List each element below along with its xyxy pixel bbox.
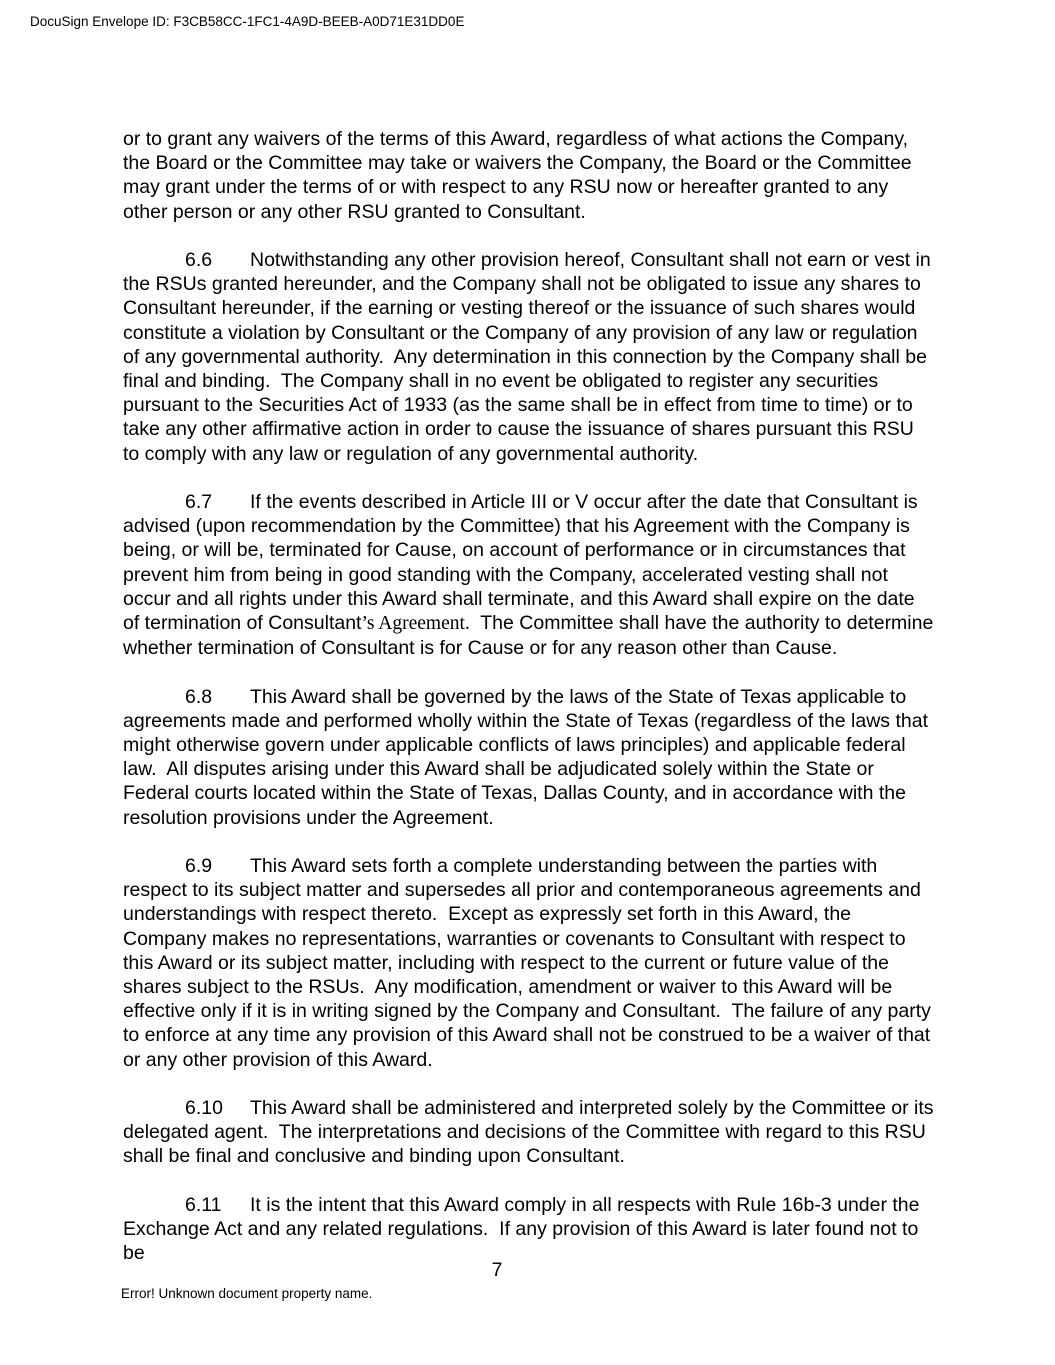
paragraph-text: If the events described in Article III or V occur after the date that Consultant is advised (upon recommendation by the Committee) that his Agreement with the Company is being, or will be, terminated for Cause, on account of performance or in circumstances that prevent him from being in good standing with the Company, accelerated vesting shall not occur and all rights under this Award shall terminate, and this Award shall expire on the date of termination of Consultant bbox=[123, 491, 924, 635]
paragraph-text: Notwithstanding any other provision hereof, Consultant shall not earn or vest in the RSUs granted hereunder, and the Company shall not be obligated to issue any shares to Consultant hereunder, if the earning or vesting thereof or the issuance of such shares would constitute a violation by Consultant or the Company of any provision of any law or regulation of any governmental authority. Any determination in this connection by the Company shall be final and binding. The Company shall in no event be obligated to register any securities pursuant to the Securities Act of 1933 (as the same shall be in effect from time to time) or to take any other affirmative action in order to cause the issuance of shares pursuant this RSU to comply with any law or regulation of any governmental authority. bbox=[123, 249, 937, 465]
paragraph-6-8 bbox=[123, 685, 935, 830]
paragraph-continuation bbox=[123, 127, 935, 224]
paragraph-text: This Award shall be governed by the laws of the State of Texas applicable to agreements made and performed wholly within the State of Texas (regardless of the laws that might otherwise govern under applicable conflicts of laws principles) and applicable federal law. All disputes arising under this Award shall be adjudicated solely within the State or Federal courts located within the State of Texas, Dallas County, and in accordance with the resolution provisions under the Agreement. bbox=[123, 685, 934, 829]
paragraph-text: The Committee shall have the authority to determine whether termination of Consultant is for Cause or for any reason other than Cause. bbox=[123, 612, 939, 660]
section-number: 6.6 bbox=[185, 249, 213, 271]
paragraph-6-6 bbox=[123, 248, 935, 466]
section-number: 6.9 bbox=[185, 855, 213, 878]
document-body bbox=[123, 127, 939, 1265]
paragraph-6-10 bbox=[123, 1096, 939, 1169]
paragraph-text: This Award sets forth a complete understanding between the parties with respect to its subject matter and supersedes all prior and contemporaneous agreements and understandings with respect thereto. Except as expressly set forth in this Award, the Company makes no representations, warranties or covenants to Consultant with respect to this Award or its subject matter, including with respect to the current or future value of the shares subject to the RSUs. Any modification, amendment or waiver to this Award will be effective only if it is in writing signed by the Company and Consultant. The failure of any party to enforce at any time any provision of this Award shall not be construed to be a waiver of that or any other provision of this Award. bbox=[123, 855, 937, 1071]
paragraph-text: It is the intent that this Award comply in all respects with Rule 16b-3 under the Exchange Act and any related regulations. If any provision of this Award is later found not to be bbox=[123, 1193, 925, 1265]
error-field-note: Error! Unknown document property name. bbox=[121, 1286, 373, 1301]
page-number: 7 bbox=[491, 1259, 503, 1281]
paragraph-6-11 bbox=[123, 1193, 935, 1266]
paragraph-text: This Award shall be administered and interpreted solely by the Committee or its delegated agent. The interpretations and decisions of the Committee with regard to this RSU shall be final and conclusive and binding upon Consultant. bbox=[123, 1097, 939, 1168]
docusign-envelope-id: DocuSign Envelope ID: F3CB58CC-1FC1-4A9D-BEEB-A0D71E31DD0E bbox=[30, 14, 465, 29]
paragraph-6-9 bbox=[123, 854, 935, 1072]
section-number: 6.11 bbox=[185, 1193, 222, 1216]
paragraph-6-7 bbox=[123, 490, 939, 660]
paragraph-text: or to grant any waivers of the terms of this Award, regardless of what actions the Company, the Board or the Committee may take or waivers the Company, the Board or the Committee may grant under the terms of or with respect to any RSU now or hereafter granted to any other person or any other RSU granted to Consultant. bbox=[123, 128, 918, 223]
section-number: 6.7 bbox=[185, 491, 213, 514]
section-number: 6.10 bbox=[185, 1097, 223, 1120]
section-number: 6.8 bbox=[185, 685, 213, 708]
paragraph-text-serif: ’s Agreement. bbox=[361, 613, 470, 635]
